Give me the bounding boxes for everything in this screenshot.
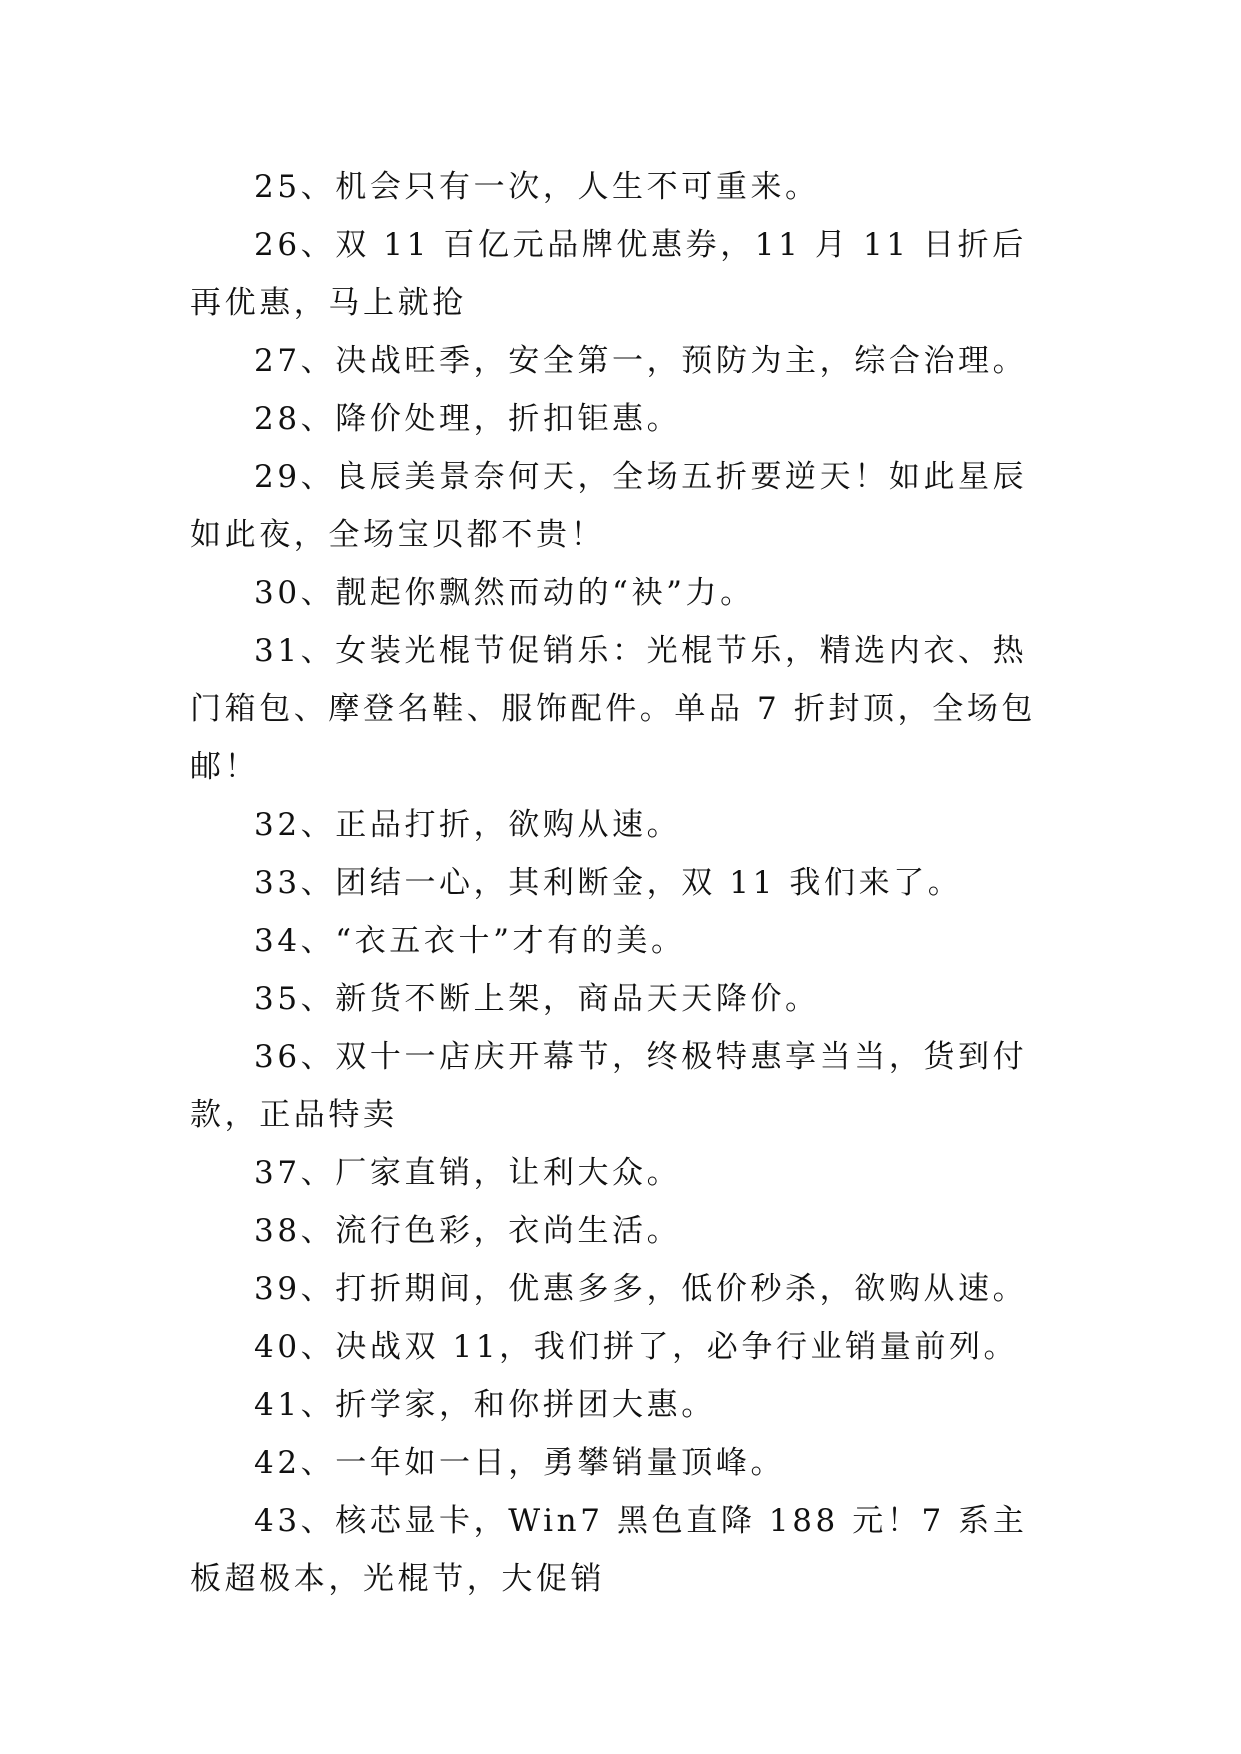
paragraph-28: 28、降价处理，折扣钜惠。 [254, 401, 682, 437]
paragraph-43: 43、核芯显卡，Win7 黑色直降 188 元！7 系主板超极本，光棍节，大促销 [190, 1503, 1028, 1597]
paragraph-32: 32、正品打折，欲购从速。 [254, 807, 682, 843]
document-body [190, 158, 1056, 1608]
paragraph-37: 37、厂家直销，让利大众。 [254, 1155, 682, 1191]
paragraph-27: 27、决战旺季，安全第一，预防为主，综合治理。 [254, 343, 1028, 379]
paragraph-33: 33、团结一心，其利断金，双 11 我们来了。 [254, 865, 963, 901]
paragraph-38: 38、流行色彩，衣尚生活。 [254, 1213, 682, 1249]
paragraph-25: 25、机会只有一次，人生不可重来。 [254, 169, 820, 205]
paragraph-39: 39、打折期间，优惠多多，低价秒杀，欲购从速。 [254, 1271, 1028, 1307]
paragraph-42: 42、一年如一日，勇攀销量顶峰。 [254, 1445, 786, 1481]
paragraph-41: 41、折学家，和你拼团大惠。 [254, 1387, 716, 1423]
paragraph-30: 30、靓起你飘然而动的“袂”力。 [254, 575, 755, 611]
paragraph-35: 35、新货不断上架，商品天天降价。 [254, 981, 820, 1017]
paragraph-31: 31、女装光棍节促销乐：光棍节乐，精选内衣、热门箱包、摩登名鞋、服饰配件。单品 7 折封顶，全场包邮！ [190, 633, 1037, 785]
paragraph-29: 29、良辰美景奈何天，全场五折要逆天！如此星辰如此夜，全场宝贝都不贵！ [190, 459, 1028, 553]
paragraph-26: 26、双 11 百亿元品牌优惠券，11 月 11 日折后再优惠，马上就抢 [190, 227, 1027, 321]
paragraph-40: 40、决战双 11，我们拼了，必争行业销量前列。 [254, 1329, 1019, 1365]
paragraph-34: 34、“衣五衣十”才有的美。 [254, 923, 686, 959]
paragraph-36: 36、双十一店庆开幕节，终极特惠享当当，货到付款，正品特卖 [190, 1039, 1028, 1133]
